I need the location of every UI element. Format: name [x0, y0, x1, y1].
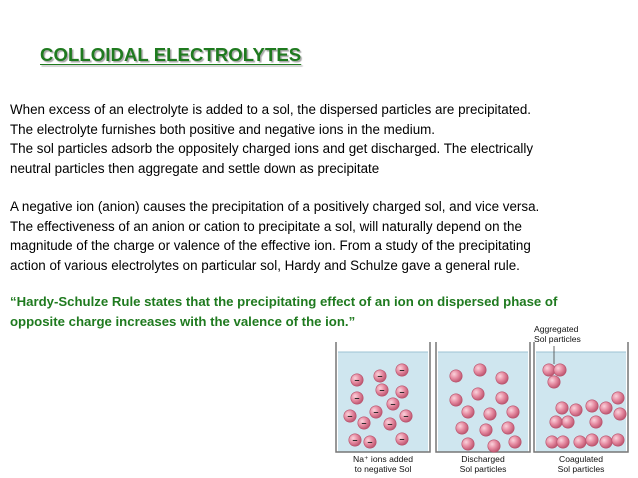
- coagulated-particle: [543, 364, 555, 376]
- negative-charge-sign: –: [403, 411, 409, 422]
- label-line: Sol particles: [459, 464, 507, 474]
- discharged-particle: [474, 364, 486, 376]
- text-line: The electrolyte furnishes both positive and negative ions in the medium.: [10, 121, 436, 137]
- negative-charge-sign: –: [379, 385, 385, 396]
- discharged-particle: [488, 440, 500, 452]
- negative-charge-sign: –: [399, 387, 405, 398]
- beakers-illustration: [330, 322, 630, 474]
- slide-title: COLLOIDAL ELECTROLYTES: [40, 44, 302, 65]
- coagulated-particle: [562, 416, 574, 428]
- coagulated-particle: [612, 392, 624, 404]
- discharged-particle: [496, 392, 508, 404]
- negative-charge-sign: –: [399, 434, 405, 445]
- discharged-particle: [472, 388, 484, 400]
- coagulated-particle: [614, 408, 626, 420]
- text-line: action of various electrolytes on particular sol, Hardy and Schulze gave a general rule.: [10, 257, 520, 273]
- coagulated-particle: [600, 402, 612, 414]
- negative-charge-sign: –: [347, 411, 353, 422]
- text-line: The effectiveness of an anion or cation to precipitate a sol, will naturally depend on the: [10, 218, 522, 234]
- coagulation-diagram: [330, 322, 630, 474]
- coagulated-particle: [556, 402, 568, 414]
- text-line: A negative ion (anion) causes the precipitation of a positively charged sol, and vice versa.: [10, 199, 540, 214]
- discharged-particle: [462, 406, 474, 418]
- coagulated-particle: [586, 434, 598, 446]
- coagulated-particle: [600, 436, 612, 448]
- coagulated-particle: [548, 376, 560, 388]
- coagulated-particle: [586, 400, 598, 412]
- coagulated-particle: [612, 434, 624, 446]
- paragraph-electrolyte-effect: [10, 100, 635, 178]
- discharged-particle: [450, 394, 462, 406]
- coagulated-particle: [554, 364, 566, 376]
- text-line: The sol particles adsorb the oppositely charged ions and get discharged. The electrically: [10, 141, 534, 157]
- negative-charge-sign: –: [367, 437, 373, 448]
- text-line: “Hardy-Schulze Rule states that the precipitating effect of an ion on dispersed phase of: [10, 294, 558, 309]
- discharged-particle: [462, 438, 474, 450]
- label-line: Sol particles: [534, 334, 581, 344]
- discharged-particle: [509, 436, 521, 448]
- negative-charge-sign: –: [373, 407, 379, 418]
- coagulated-particle: [570, 404, 582, 416]
- coagulated-particle: [550, 416, 562, 428]
- discharged-particle: [484, 408, 496, 420]
- beaker-na-ions: [336, 342, 430, 452]
- discharged-particle: [502, 422, 514, 434]
- aggregated-label: [534, 324, 594, 344]
- beaker2-label: [438, 454, 528, 474]
- text-line: magnitude of the charge or valence of the effective ion. From a study of the precipitating: [10, 238, 531, 254]
- text-line: When excess of an electrolyte is added to a sol, the dispersed particles are precipitated.: [10, 102, 532, 117]
- beaker3-label: [536, 454, 626, 474]
- label-line: Na⁺ ions added: [353, 454, 413, 464]
- discharged-particle: [480, 424, 492, 436]
- coagulated-particle: [546, 436, 558, 448]
- negative-charge-sign: –: [352, 435, 358, 446]
- coagulated-particle: [557, 436, 569, 448]
- label-line: Discharged: [461, 454, 505, 464]
- discharged-particle: [496, 372, 508, 384]
- label-line: Coagulated: [559, 454, 603, 464]
- text-line: neutral particles then aggregate and settle down as precipitate: [10, 160, 380, 176]
- negative-charge-sign: –: [354, 393, 360, 404]
- negative-charge-sign: –: [377, 371, 383, 382]
- negative-charge-sign: –: [387, 419, 393, 430]
- label-line: to negative Sol: [354, 464, 412, 474]
- coagulated-particle: [574, 436, 586, 448]
- negative-charge-sign: –: [399, 365, 405, 376]
- coagulated-particle: [590, 416, 602, 428]
- negative-charge-sign: –: [361, 418, 367, 429]
- negative-charge-sign: –: [390, 399, 396, 410]
- discharged-particle: [456, 422, 468, 434]
- beaker1-label: [338, 454, 428, 474]
- negative-charge-sign: –: [354, 375, 360, 386]
- text-line: opposite charge increases with the valence of the ion.”: [10, 313, 356, 329]
- discharged-particle: [450, 370, 462, 382]
- label-line: Sol particles: [557, 464, 605, 474]
- label-line: Aggregated: [534, 324, 579, 334]
- paragraph-ion-effectiveness: [10, 197, 635, 275]
- discharged-particle: [507, 406, 519, 418]
